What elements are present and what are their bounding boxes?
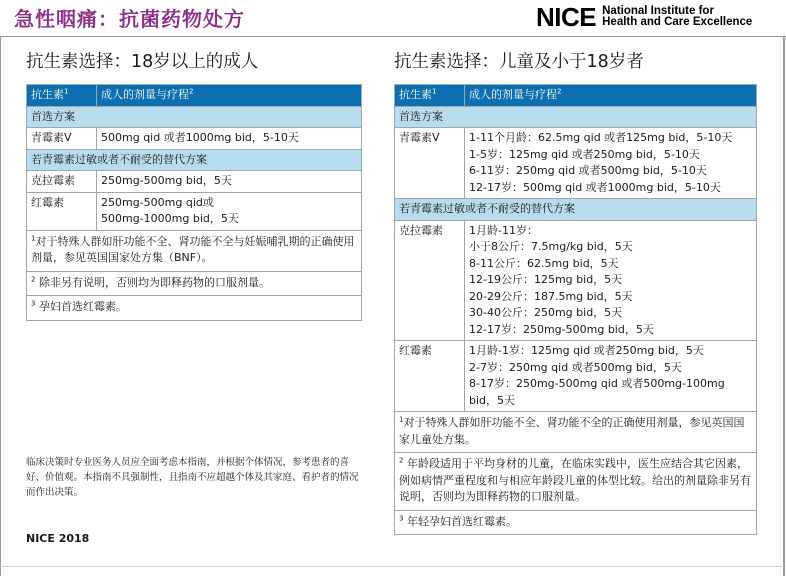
band-label: 首选方案 [27,106,362,128]
adults-footnotes [27,231,361,320]
table-row [27,192,362,230]
band-first-choice [395,106,757,128]
drug-dose: 250mg-500mg bid，5天 [97,171,362,193]
adults-dosage-table [26,84,362,321]
children-section-title: 抗生素选择：儿童及小于18岁者 [394,52,644,72]
footnote: $^1$对于特殊人群如肝功能不全、肾功能不全与妊娠哺乳期的正确使用剂量，参见英国国家处方集（BNF）。 [27,231,361,272]
footnotes-row [395,412,757,535]
col-header-antibiotic: 抗生素$^1$ [27,85,97,107]
table-header-row [395,85,757,107]
band-first-choice [27,106,362,128]
table-row [395,128,757,199]
guideline-disclaimer: 临床决策时专业医务人员应全面考虑本指南，并根据个体情况，参考患者的喜好、价值观。本指南不具强制性，且指南不应超越个体及其家庭、看护者的情况而作出决策。 [26,457,359,498]
children-dosage-table [394,84,757,535]
footnote: $^2$ 年龄段适用于平均身材的儿童，在临床实践中，医生应结合其它因素，例如病情严重程度和与相应年龄段儿童的体型比较。给出的剂量除非另有说明，否则均为即释药物的口服剂量。 [395,453,756,511]
drug-dose: 250mg-500mg qid或 500mg-1000mg bid，5天 [97,192,362,230]
adults-section-title: 抗生素选择：18岁以上的成人 [26,52,259,72]
footnote: $^3$ 年轻孕妇首选红霉素。 [399,513,517,528]
drug-dose: 1-11个月龄：62.5mg qid 或者125mg bid，5-10天 1-5岁：125mg qid 或者250mg bid，5-10天 6-11岁：250mg qid 或者500mg bid，5-10天 12-17岁：500mg qid 或者1000mg bid，5-10天 [465,128,757,199]
footnote: $^3$ 孕妇首选红霉素。 [31,299,127,313]
band-label: 首选方案 [395,106,757,128]
logo-subtitle [602,6,752,28]
frame-border-left [0,36,1,576]
drug-dose: 1月龄-1岁：125mg qid 或者250mg bid，5天 2-7岁：250mg qid 或者500mg bid，5天 8-17岁：250mg-500mg qid 或者500mg-100mg bid，5天 [465,341,757,412]
drug-name: 克拉霉素 [395,220,465,341]
drug-dose: 1月龄-11岁： 小于8公斤：7.5mg/kg bid，5天 8-11公斤：62.5mg bid，5天 12-19公斤：125mg bid，5天 20-29公斤：187.5mg bid，5天 30-40公斤：250mg bid，5天 12-17岁：250mg-500mg bid，5天 [465,220,757,341]
footnotes-row [27,230,362,320]
frame-divider-top [0,36,786,37]
col-header-dose: 成人的剂量与疗程$^2$ [465,85,757,107]
drug-name: 红霉素 [27,192,97,230]
drug-name: 克拉霉素 [27,171,97,193]
logo-wordmark: NICE [536,2,597,32]
footnote: $^2$ 除非另有说明，否则均为即释药物的口服剂量。 [27,272,361,297]
table-row [27,128,362,150]
footnote: $^1$对于特殊人群如肝功能不全、肾功能不全的正确使用剂量，参见英国国家儿童处方集。 [395,412,756,453]
table-header-row [27,85,362,107]
band-label: 若青霉素过敏或者不耐受的替代方案 [395,199,757,221]
drug-name: 青霉素V [395,128,465,199]
drug-name: 红霉素 [395,341,465,412]
band-alternatives [27,149,362,171]
table-row [395,341,757,412]
table-row [395,220,757,341]
logo-subtitle-line1: National Institute for [602,5,714,17]
logo-subtitle-line2: Health and Care Excellence [602,16,753,28]
table-row [27,171,362,193]
col-header-dose: 成人的剂量与疗程$^2$ [97,85,362,107]
frame-border-right [783,36,785,576]
drug-name: 青霉素V [27,128,97,150]
page-title: 急性咽痛：抗菌药物处方 [14,7,245,31]
children-footnotes [395,412,756,534]
band-alternatives [395,199,757,221]
frame-border-bottom [0,566,786,567]
drug-dose: 500mg qid 或者1000mg bid，5-10天 [97,128,362,150]
col-header-antibiotic: 抗生素$^1$ [395,85,465,107]
nice-year-label: NICE 2018 [26,532,90,545]
band-label: 若青霉素过敏或者不耐受的替代方案 [27,149,362,171]
nice-logo [536,4,752,30]
